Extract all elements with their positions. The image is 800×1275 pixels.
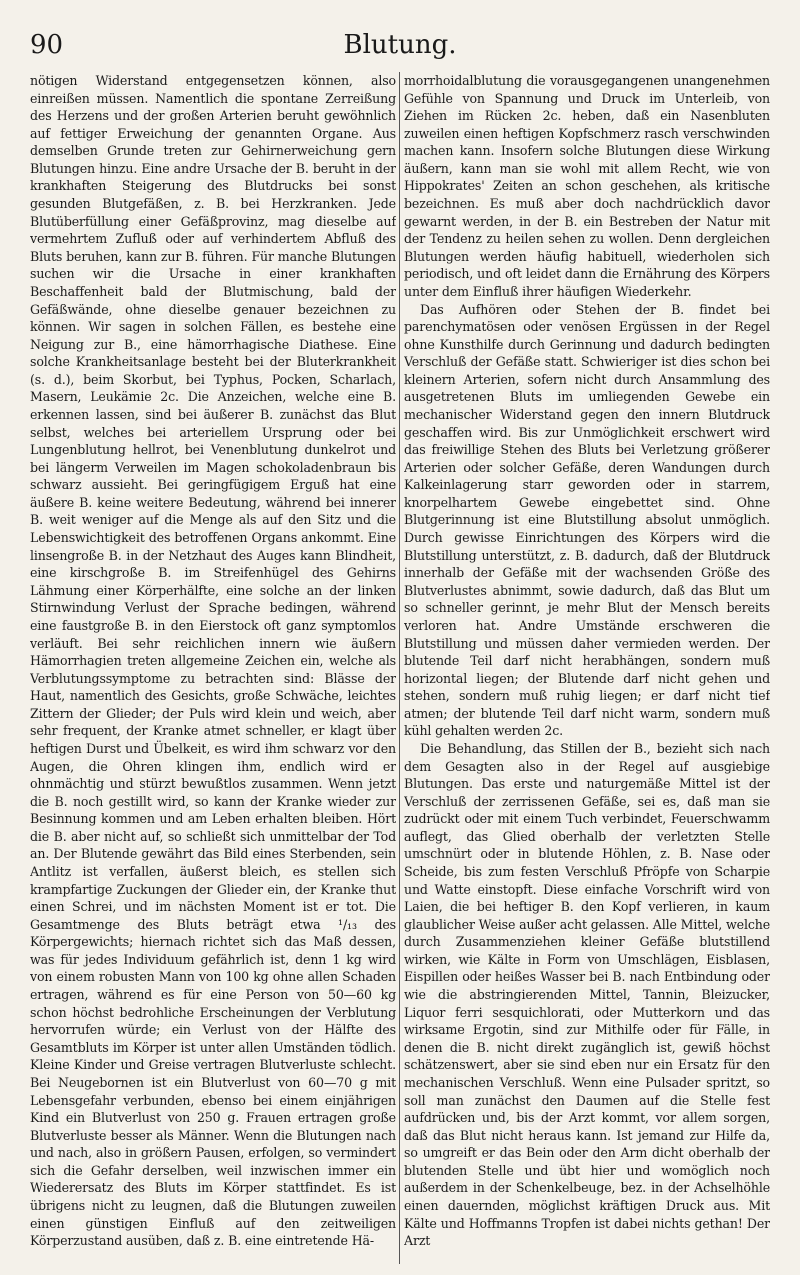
paragraph: morrhoidalblutung die vorausgegangenen unangenehmen Gefühle von Spannung und Druck im Unterleib, von Ziehen im Rücken 2c. heben, daß ein Nasenbluten zuweilen einen heftigen Kopfschmerz rasch verschwinden machen kann. Insofern solche Blutungen diese Wirkung äußern, kann man sie wohl mit allem Recht, wie von Hippokrates' Zeiten an schon geschehen, als kritische bezeichnen. Es muß aber doch nachdrücklich davor gewarnt werden, in der B. ein Bestreben der Natur mit der Tendenz zu heilen sehen zu wollen. Denn dergleichen Blutungen werden häufig habituell, wiederholen sich periodisch, und oft leidet dann die Ernährung des Körpers unter dem Einfluß ihrer häufigen Wiederkehr.	[404, 73, 770, 299]
left-column	[30, 72, 396, 1262]
right-column	[404, 72, 770, 1262]
paragraph: Das Aufhören oder Stehen der B. findet bei parenchymatösen oder venösen Ergüssen in der Regel ohne Kunsthilfe durch Gerinnung und dadurch bedingten Verschluß der Gefäße statt. Schwieriger ist dies schon bei kleinern Arterien, sofern nicht durch Ansammlung des ausgetretenen Bluts im umliegenden Gewebe ein mechanischer Widerstand gegen den innern Blutdruck geschaffen wird. Bis zur Unmöglichkeit erschwert wird das freiwillige Stehen des Bluts bei Verletzung größerer Arterien oder solcher Gefäße, deren Wandungen durch Kalkeinlagerung starr geworden oder in starrem, knorpelhartem Gewebe eingebettet sind. Ohne Blutgerinnung ist eine Blutstillung absolut unmöglich. Durch gewisse Einrichtungen des Körpers wird die Blutstillung unterstützt, z. B. dadurch, daß der Blutdruck innerhalb der Gefäße mit der wachsenden Größe des Blutverlustes abnimmt, sowie dadurch, daß das Blut um so schneller gerinnt, je mehr Blut der Mensch bereits verloren hat. Andre Umstände erschweren die Blutstillung und müssen daher vermieden werden. Der blutende Teil darf nicht herabhängen, sondern muß horizontal liegen; der Blutende darf nicht gehen und stehen, sondern muß ruhig liegen; er darf nicht tief atmen; der blutende Teil darf nicht warm, sondern muß kühl gehalten werden 2c.	[404, 301, 770, 739]
page-header	[30, 28, 770, 62]
page-number: 90	[30, 30, 64, 60]
column-divider	[399, 72, 400, 1264]
paragraph: Die Behandlung, das Stillen der B., bezieht sich nach dem Gesagten also in der Regel auf ausgiebige Blutungen. Das erste und naturgemäße Mittel ist der Verschluß der zerrissenen Gefäße, sei es, daß man sie zudrückt oder mit einem Tuch verbindet, Feuerschwamm auflegt, das Glied oberhalb der verletzten Stelle umschnürt oder in blutende Höhlen, z. B. Nase oder Scheide, bis zum festen Verschluß Pfröpfe von Scharpie und Watte einstopft. Diese einfache Vorschrift wird von Laien, die bei heftiger B. den Kopf verlieren, in kaum glaublicher Weise außer acht gelassen. Alle Mittel, welche durch Zusammenziehen kleiner Gefäße blutstillend wirken, wie Kälte in Form von Umschlägen, Eisblasen, Eispillen oder heißes Wasser bei B. nach Entbindung oder wie die abstringierenden Mittel, Tannin, Bleizucker, Liquor ferri sesquichlorati, oder Mutterkorn und das wirksame Ergotin, sind zur Mithilfe oder für Fälle, in denen die B. nicht direkt zugänglich ist, gewiß höchst schätzenswert, aber sie sind eben nur ein Ersatz für den mechanischen Verschluß. Wenn eine Pulsader spritzt, so soll man zunächst den Daumen auf die Stelle fest aufdrücken und, bis der Arzt kommt, vor allem sorgen, daß das Blut nicht heraus kann. Ist jemand zur Hilfe da, so umgreift er das Bein oder den Arm dicht oberhalb der blutenden Stelle und übt hier und womöglich noch außerdem in der Schenkelbeuge, bez. in der Achselhöhle einen dauernden, möglichst kräftigen Druck aus. Mit Kälte und Hoffmanns Tropfen ist dabei nichts gethan! Der Arzt	[404, 740, 770, 1249]
running-title: Blutung.	[343, 30, 457, 60]
paragraph: nötigen Widerstand entgegensetzen können, also einreißen müssen. Namentlich die spontane Zerreißung des Herzens und der großen Arterien beruht gewöhnlich auf fettiger Erweichung der genannten Organe. Aus demselben Grunde treten zur Gehirnerweichung gern Blutungen hinzu. Eine andre Ursache der B. beruht in der krankhaften Steigerung des Blutdrucks bei sonst gesunden Blutgefäßen, z. B. bei Herzkranken. Jede Blutüberfüllung einer Gefäßprovinz, mag dieselbe auf vermehrtem Zufluß oder auf verhindertem Abfluß des Bluts beruhen, kann zur B. führen. Für manche Blutungen suchen wir die Ursache in einer krankhaften Beschaffenheit bald der Blutmischung, bald der Gefäßwände, ohne dieselbe genauer bezeichnen zu können. Wir sagen in solchen Fällen, es bestehe eine Neigung zur B., eine hämorrhagische Diathese. Eine solche Krankheitsanlage besteht bei der Bluterkrankheit (s. d.), beim Skorbut, bei Typhus, Pocken, Scharlach, Masern, Leukämie 2c. Die Anzeichen, welche eine B. erkennen lassen, sind bei äußerer B. zunächst das Blut selbst, welches bei arteriellem Ursprung oder bei Lungenblutung hellrot, bei Venenblutung dunkelrot und bei längerm Verweilen im Magen schokoladenbraun bis schwarz aussieht. Bei geringfügigem Erguß hat eine äußere B. keine weitere Bedeutung, während bei innerer B. weit weniger auf die Menge als auf den Sitz und die Lebenswichtigkeit des betroffenen Organs ankommt. Eine linsengroße B. in der Netzhaut des Auges kann Blindheit, eine kirschgroße B. im Streifenhügel des Gehirns Lähmung einer Körperhälfte, eine solche an der linken Stirnwindung Verlust der Sprache bedingen, während eine faustgroße B. in den Eierstock oft ganz symptomlos verläuft. Bei sehr reichlichen innern wie äußern Hämorrhagien treten allgemeine Zeichen ein, welche als Verblutungssymptome zu betrachten sind: Blässe der Haut, namentlich des Gesichts, große Schwäche, leichtes Zittern der Glieder; der Puls wird klein und weich, aber sehr frequent, der Kranke atmet schneller, er klagt über heftigen Durst und Übelkeit, es wird ihm schwarz vor den Augen, die Ohren klingen ihm, endlich wird er ohnmächtig und stürzt bewußtlos zusammen. Wenn jetzt die B. noch gestillt wird, so kann der Kranke wieder zur Besinnung kommen und am Leben erhalten bleiben. Hört die B. aber nicht auf, so schließt sich unmittelbar der Tod an. Der Blutende gewährt das Bild eines Sterbenden, sein Antlitz ist verfallen, äußerst bleich, es stellen sich krampfartige Zuckungen der Glieder ein, der Kranke thut einen Schrei, und im nächsten Moment ist er tot. Die Gesamtmenge des Bluts beträgt etwa ¹/₁₃ des Körpergewichts; hiernach richtet sich das Maß dessen, was für jedes Individuum gefährlich ist, denn 1 kg wird von einem robusten Mann von 100 kg ohne allen Schaden ertragen, während es für eine Person von 50—60 kg schon höchst bedrohliche Erscheinungen der Verblutung hervorrufen würde; ein Verlust von der Hälfte des Gesamtbluts im Körper ist unter allen Umständen tödlich. Kleine Kinder und Greise vertragen Blutverluste schlecht. Bei Neugebornen ist ein Blutverlust von 60—70 g mit Lebensgefahr verbunden, ebenso bei einem einjährigen Kind ein Blutverlust von 250 g. Frauen ertragen große Blutverluste besser als Männer. Wenn die Blutungen nach und nach, also in größern Pausen, erfolgen, so vermindert sich die Gefahr derselben, weil inzwischen immer ein Wiederersatz des Bluts im Körper stattfindet. Es ist übrigens nicht zu leugnen, daß die Blutungen zuweilen einen günstigen Einfluß auf den zeitweiligen Körperzustand ausüben, daß z. B. eine eintretende Hä-	[30, 73, 396, 1249]
